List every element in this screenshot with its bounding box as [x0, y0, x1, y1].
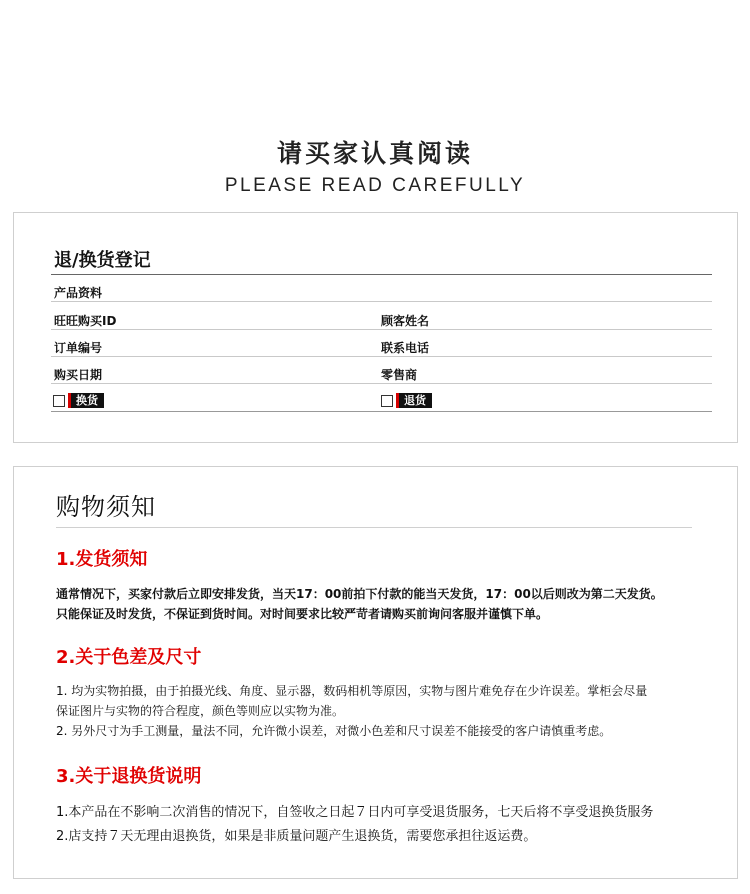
section-body-color-size — [56, 681, 726, 741]
color-size-line-3: 2. 另外尺寸为手工测量，量法不同，允许微小误差，对微小色差和尺寸误差不能接受的客户请慎重考虑。 — [56, 724, 612, 738]
return-option[interactable] — [381, 393, 432, 408]
form-row-buyer — [51, 303, 712, 330]
shopping-notice — [13, 466, 738, 879]
section-heading-color-size: 2.关于色差及尺寸 — [56, 647, 202, 668]
field-label-order-number: 订单编号 — [54, 341, 103, 355]
section-body-returns — [56, 801, 726, 849]
exchange-option[interactable] — [53, 393, 104, 408]
color-size-line-2: 保证图片与实物的符合程度，颜色等则应以实物为准。 — [56, 704, 345, 718]
form-row-options — [51, 390, 712, 412]
form-row-order — [51, 330, 712, 357]
notice-divider — [56, 527, 692, 528]
color-size-line-1: 1. 均为实物拍摄，由于拍摄光线、角度、显示器，数码相机等原因，实物与图片难免存在少许误差。掌柜会尽量 — [56, 684, 648, 698]
section-heading-shipping: 1.发货须知 — [56, 549, 148, 570]
return-exchange-form — [13, 212, 738, 443]
exchange-checkbox[interactable] — [53, 395, 65, 407]
returns-line-2: 2.店支持７天无理由退换货，如果是非质量问题产生退换货，需要您承担往返运费。 — [56, 829, 537, 844]
field-label-purchase-date: 购买日期 — [54, 368, 103, 382]
shipping-line-2: 只能保证及时发货，不保证到货时间。对时间要求比较严苛者请购买前询问客服并谨慎下单。 — [56, 607, 549, 621]
field-label-phone: 联系电话 — [381, 341, 430, 355]
field-label-customer-name: 顾客姓名 — [381, 314, 430, 328]
field-label-buyer-id: 旺旺购买ID — [54, 314, 117, 328]
return-label: 退货 — [396, 393, 432, 408]
field-label-product: 产品资料 — [54, 286, 103, 300]
section-heading-returns: 3.关于退换货说明 — [56, 766, 202, 787]
returns-line-1: 1.本产品在不影响二次消售的情况下，自签收之日起７日内可享受退货服务，七天后将不享受退换货服务 — [56, 805, 654, 820]
exchange-label: 换货 — [68, 393, 104, 408]
field-label-retailer: 零售商 — [381, 368, 418, 382]
page-header — [0, 138, 750, 197]
shipping-line-1: 通常情况下，买家付款后立即安排发货，当天17：00前拍下付款的能当天发货，17：00以后则改为第二天发货。 — [56, 587, 663, 601]
form-row-product — [51, 275, 712, 302]
form-row-date — [51, 357, 712, 384]
header-title-en: PLEASE READ CAREFULLY — [224, 175, 526, 196]
section-body-shipping — [56, 584, 726, 624]
return-checkbox[interactable] — [381, 395, 393, 407]
notice-title: 购物须知 — [56, 493, 156, 521]
header-title-cn: 请买家认真阅读 — [276, 139, 473, 168]
form-title: 退/换货登记 — [54, 250, 151, 271]
